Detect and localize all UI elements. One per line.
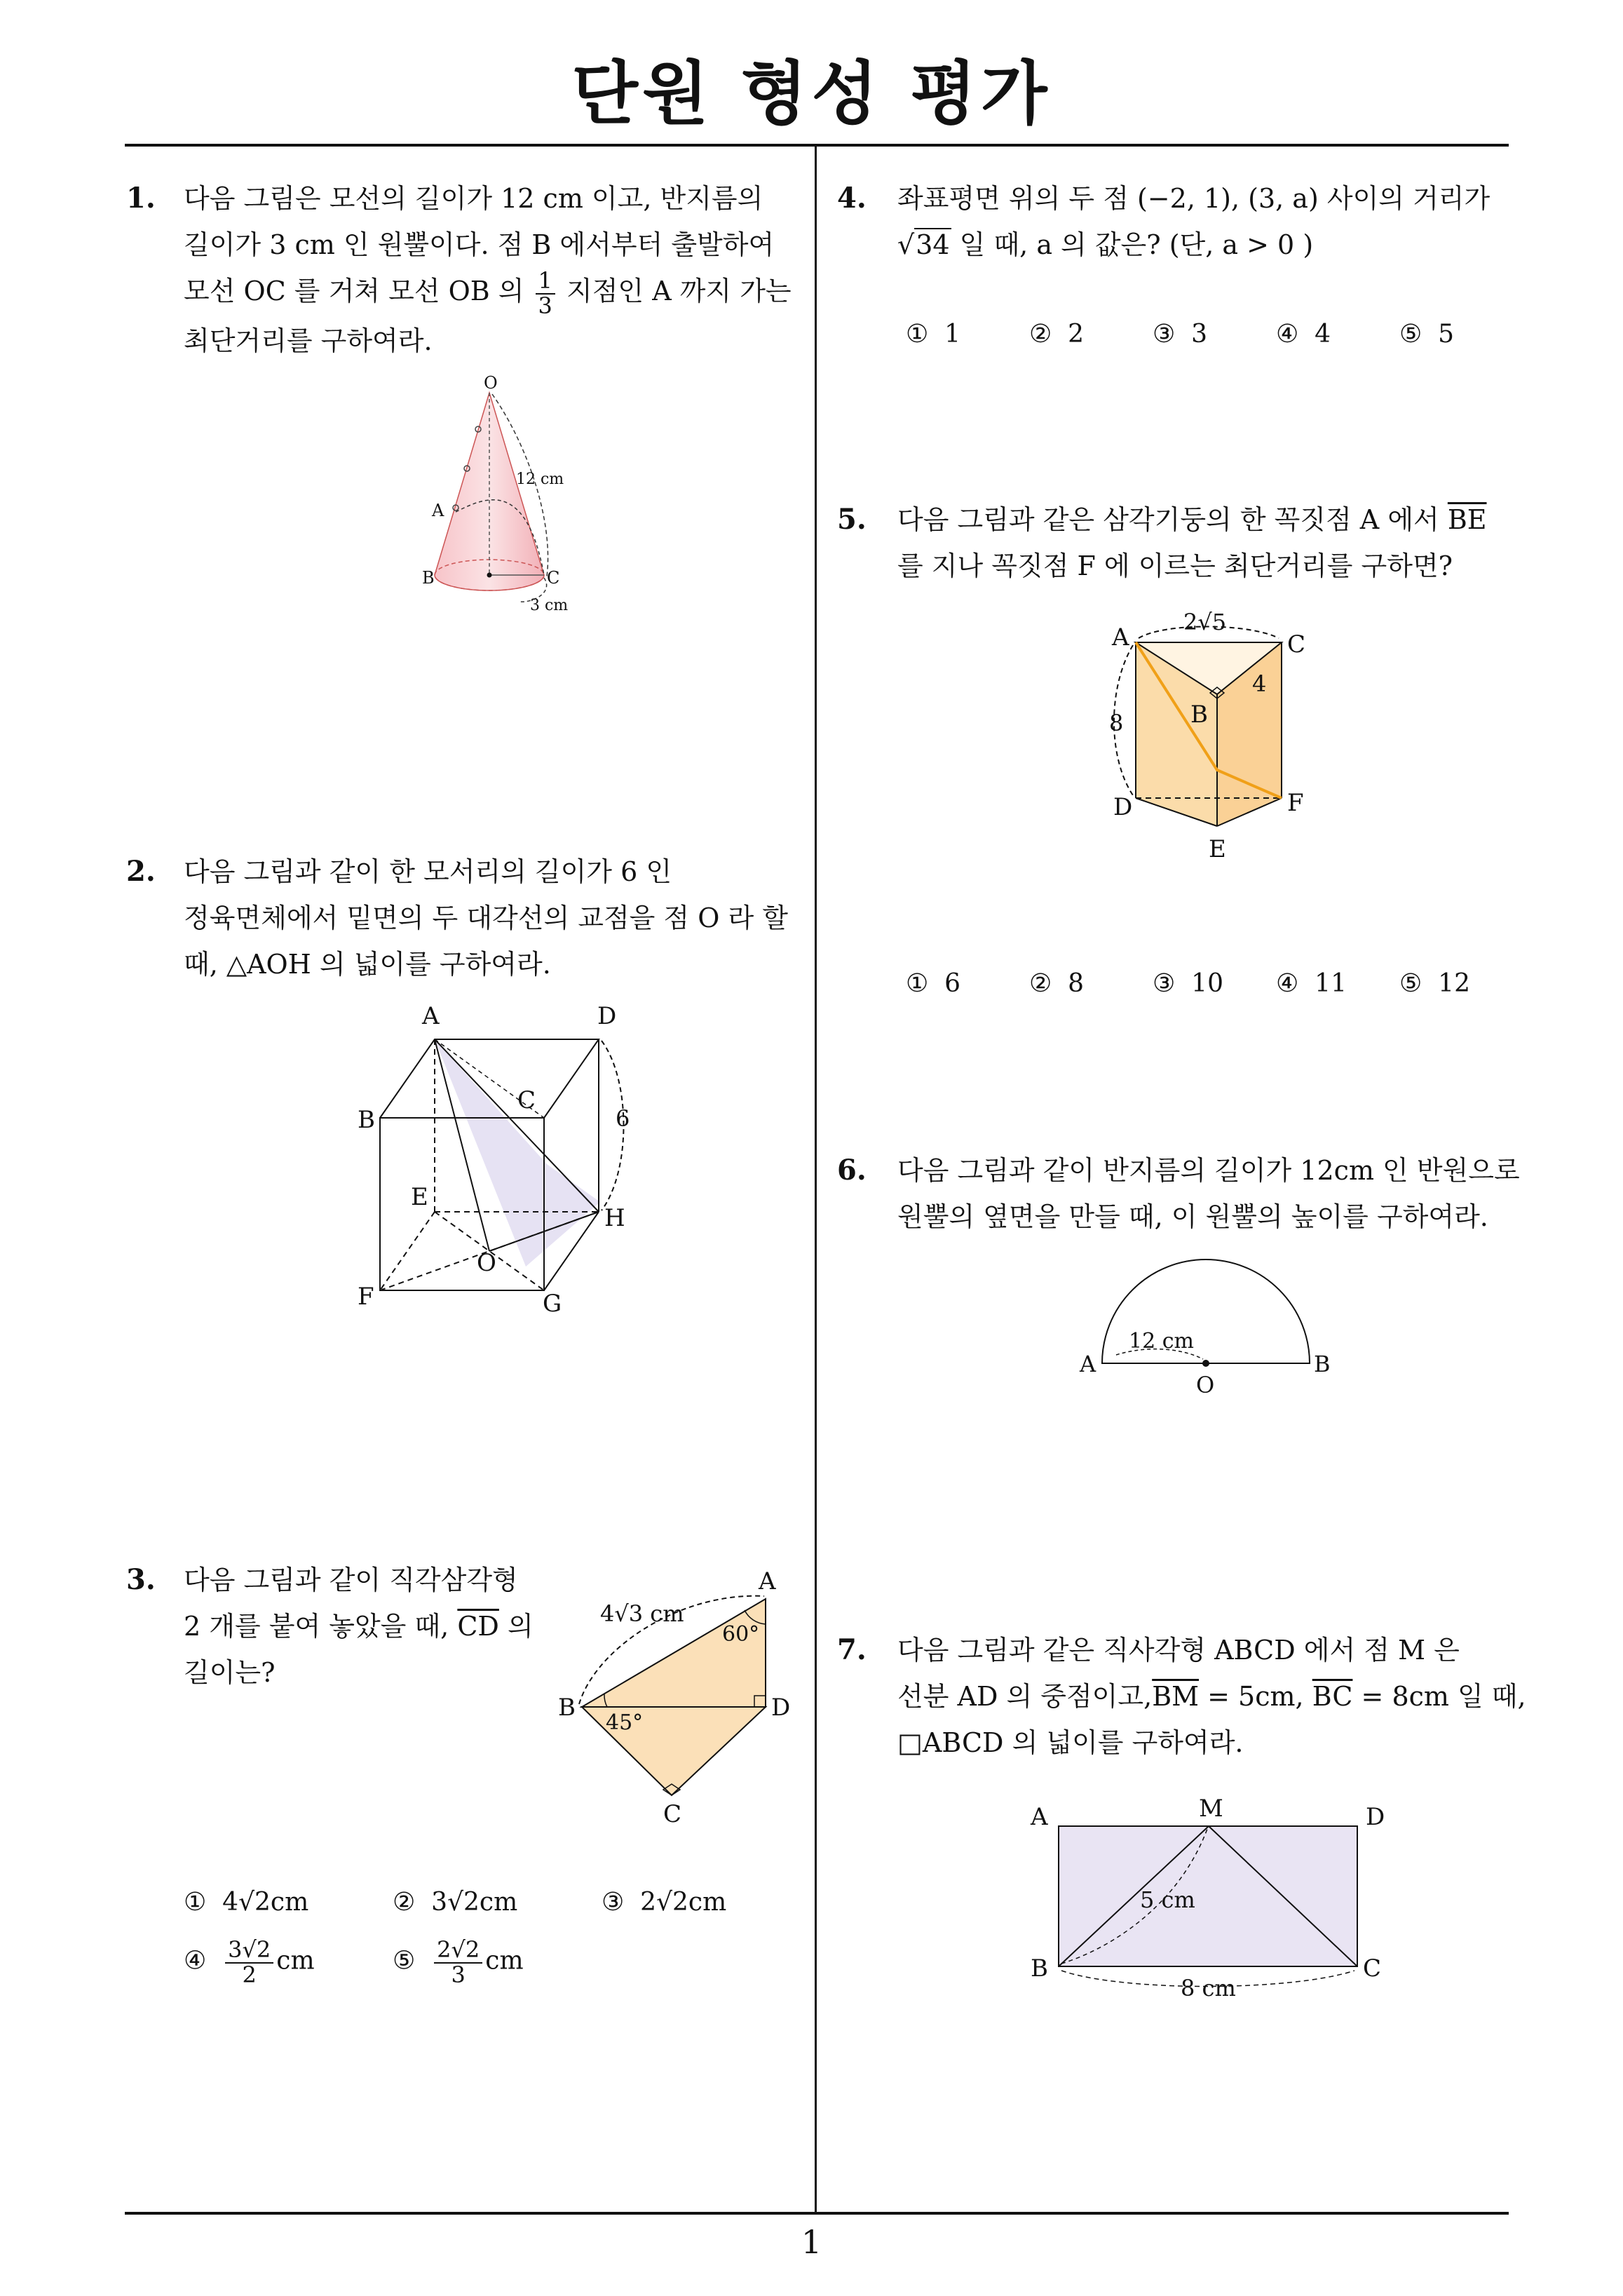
radius-label: 12 cm [1129,1329,1194,1353]
height-label: 8 [1109,710,1124,736]
slant-length-label: 12 cm [516,471,564,488]
text-line [897,497,1487,543]
text-line: 길이가 3 cm 인 원뿔이다. 점 B 에서부터 출발하여 [184,229,775,260]
choice-text: 12 [1438,969,1470,998]
text-fragment: 일 때, a 의 값은? (단, a > 0 ) [959,229,1314,260]
choice-3[interactable] [1153,320,1207,349]
choice-1[interactable] [184,1888,308,1917]
text-line: 다음 그림과 같이 반지름의 길이가 12cm 인 반원으로 [897,1155,1520,1186]
fraction-denominator: 3 [538,292,552,319]
choice-4[interactable] [184,1938,315,1987]
label-a: A [1031,1803,1048,1831]
choice-text: 4√2cm [222,1888,309,1917]
text-fragment: 선분 AD 의 중점이고, [897,1681,1153,1712]
choice-unit: cm [485,1946,524,1976]
choice-text: 11 [1315,969,1347,998]
text-line: □ABCD 의 넓이를 구하여라. [897,1727,1244,1758]
label-g: G [543,1290,562,1318]
text-line: 때, △AOH 의 넓이를 구하여라. [184,949,551,980]
text-fragment: 모선 OC 를 거쳐 모선 OB 의 [184,276,524,306]
question-text [184,175,792,364]
label-d: D [597,1002,617,1030]
question-number: 2. [126,855,156,888]
choice-5[interactable] [393,1938,524,1987]
segment-label: $\overline{CD}$ [457,1611,499,1642]
text-line: 다음 그림과 같은 직사각형 ABCD 에서 점 M 은 [897,1635,1460,1666]
answer-choices [906,969,1509,1004]
label-c: C [517,1086,536,1114]
question-number: 5. [837,503,867,536]
column-divider [815,145,817,2212]
bc-length-label: 8 cm [1181,1975,1236,2001]
text-line: 길이는? [184,1657,276,1688]
angle-60-label: 60° [722,1622,760,1647]
segment-label: $\overline{BE}$ [1447,504,1487,535]
question-number: 4. [837,182,867,215]
label-a: A [1112,623,1129,651]
choice-mark: ③ [1153,320,1176,349]
choice-text: 2 [1068,320,1085,349]
text-line [897,222,1490,268]
text-line: 정육면체에서 밑면의 두 대각선의 교점을 점 O 라 할 [184,903,788,933]
label-b: B [1314,1351,1331,1377]
text-line: 다음 그림과 같이 직각삼각형 [184,1565,518,1595]
label-f: F [1287,789,1304,817]
fraction-numerator: 2√2 [434,1938,482,1964]
label-m: M [1199,1795,1223,1823]
text-line [897,1673,1526,1720]
label-a: A [759,1567,776,1595]
label-e: E [411,1183,428,1211]
label-d: D [1113,793,1133,821]
label-b: B [558,1694,576,1722]
choice-1[interactable] [906,320,960,349]
choice-text: 3 [1191,320,1208,349]
segment-label: $\overline{BM}$ [1152,1681,1200,1712]
radicand: 34 [916,229,950,260]
text-fragment: 의 [507,1611,534,1642]
label-b: B [422,568,435,588]
choice-3[interactable] [1153,969,1223,998]
label-b: B [1190,701,1208,729]
angle-45-label: 45° [606,1710,644,1735]
label-b: B [358,1106,375,1134]
text-fragment: = 8cm 일 때, [1361,1681,1526,1712]
choice-text: 2√2cm [640,1888,727,1917]
choice-5[interactable] [1399,969,1470,998]
label-c: C [663,1800,682,1828]
radius-label: 3 cm [530,597,569,614]
semicircle-figure [1073,1234,1353,1403]
label-c: C [1363,1954,1382,1983]
top-rule [125,144,1509,147]
bottom-rule [125,2212,1509,2215]
rectangle-figure [1024,1795,1402,2006]
answer-choices [184,1888,801,2007]
label-e: E [1209,835,1226,863]
fraction-denominator: 2 [242,1961,257,1988]
cone-figure [407,373,589,617]
choice-mark: ③ [1153,969,1176,998]
segment-label: $\overline{BC}$ [1312,1681,1353,1712]
label-o: O [484,373,498,393]
text-line: 다음 그림은 모선의 길이가 12 cm 이고, 반지름의 [184,183,763,214]
length-label: 4√3 cm [600,1600,684,1627]
choice-text: 8 [1068,969,1085,998]
triangular-prism-figure [1101,610,1325,884]
choice-mark: ② [393,1888,416,1917]
label-a: A [1080,1351,1096,1377]
text-line: 를 지나 꼭짓점 F 에 이르는 최단거리를 구하면? [897,551,1453,581]
choice-text: 3√2cm [431,1888,518,1917]
choice-mark: ② [1029,320,1052,349]
choice-mark: ① [906,969,929,998]
choice-mark: ① [906,320,929,349]
page-title: 단원 형성 평가 [571,54,1052,134]
text-fragment: 2 개를 붙여 놓았을 때, [184,1611,449,1642]
choice-mark: ⑤ [1399,320,1422,349]
top-edge-label: 2√5 [1183,609,1227,635]
choice-text: 5 [1438,320,1455,349]
fraction [434,1938,482,1987]
choice-mark: ① [184,1888,207,1917]
label-o: O [477,1249,496,1277]
text-fragment: 다음 그림과 같은 삼각기둥의 한 꼭짓점 A 에서 [897,504,1439,535]
question-text [897,175,1490,268]
fraction [536,266,555,319]
label-o: O [1196,1372,1215,1398]
label-c: C [547,568,560,588]
choice-5[interactable] [1399,320,1454,349]
question-number: 7. [837,1633,867,1666]
label-h: H [604,1204,625,1232]
choice-unit: cm [276,1946,315,1976]
label-c: C [1287,630,1306,659]
choice-mark: ⑤ [1399,969,1422,998]
fraction-numerator: 3√2 [225,1938,273,1964]
fraction [225,1938,273,1987]
choice-mark: ④ [184,1946,207,1976]
fraction-denominator: 3 [451,1961,466,1988]
choice-mark: ⑤ [393,1946,416,1976]
choice-mark: ③ [602,1888,625,1917]
question-number: 6. [837,1154,867,1187]
text-line: 최단거리를 구하여라. [184,325,433,357]
choice-2[interactable] [393,1888,517,1917]
choice-4[interactable] [1276,969,1347,998]
right-triangles-figure [554,1564,792,1830]
choice-2[interactable] [1029,320,1084,349]
question-text [897,497,1487,589]
choice-1[interactable] [906,969,960,998]
side-edge-label: 4 [1252,670,1267,697]
text-line: 좌표평면 위의 두 점 (−2, 1), (3, a) 사이의 거리가 [897,183,1490,214]
text-fragment: 지점인 A 까지 가는 [566,276,792,306]
label-a: A [422,1002,440,1030]
choice-mark: ② [1029,969,1052,998]
choice-4[interactable] [1276,320,1331,349]
label-b: B [1031,1954,1048,1983]
question-number: 1. [126,182,156,215]
question-text [897,1147,1520,1240]
root-sign: √ [897,229,915,260]
cube-figure [351,1003,659,1325]
choice-2[interactable] [1029,969,1084,998]
page-number: 1 [801,2223,822,2261]
text-fragment: = 5cm, [1207,1681,1304,1712]
fraction-numerator: 1 [536,269,555,295]
choice-3[interactable] [602,1888,726,1917]
edge-length-label: 6 [616,1105,630,1132]
question-text [184,849,788,987]
label-d: D [771,1694,791,1722]
text-line [184,1603,534,1649]
question-number: 3. [126,1563,156,1596]
choice-mark: ④ [1276,320,1299,349]
text-line: 다음 그림과 같이 한 모서리의 길이가 6 인 [184,856,672,887]
choice-mark: ④ [1276,969,1299,998]
answer-choices [906,320,1509,355]
text-line: 원뿔의 옆면을 만들 때, 이 원뿔의 높이를 구하여라. [897,1201,1488,1232]
choice-text: 4 [1315,320,1331,349]
choice-text: 6 [944,969,961,998]
text-line [184,268,792,318]
choice-text: 10 [1191,969,1223,998]
label-d: D [1366,1803,1385,1831]
bm-length-label: 5 cm [1140,1886,1195,1913]
label-a: A [432,501,444,520]
question-text [897,1627,1526,1766]
label-f: F [358,1283,374,1311]
question-text [184,1557,534,1696]
choice-text: 1 [944,320,961,349]
